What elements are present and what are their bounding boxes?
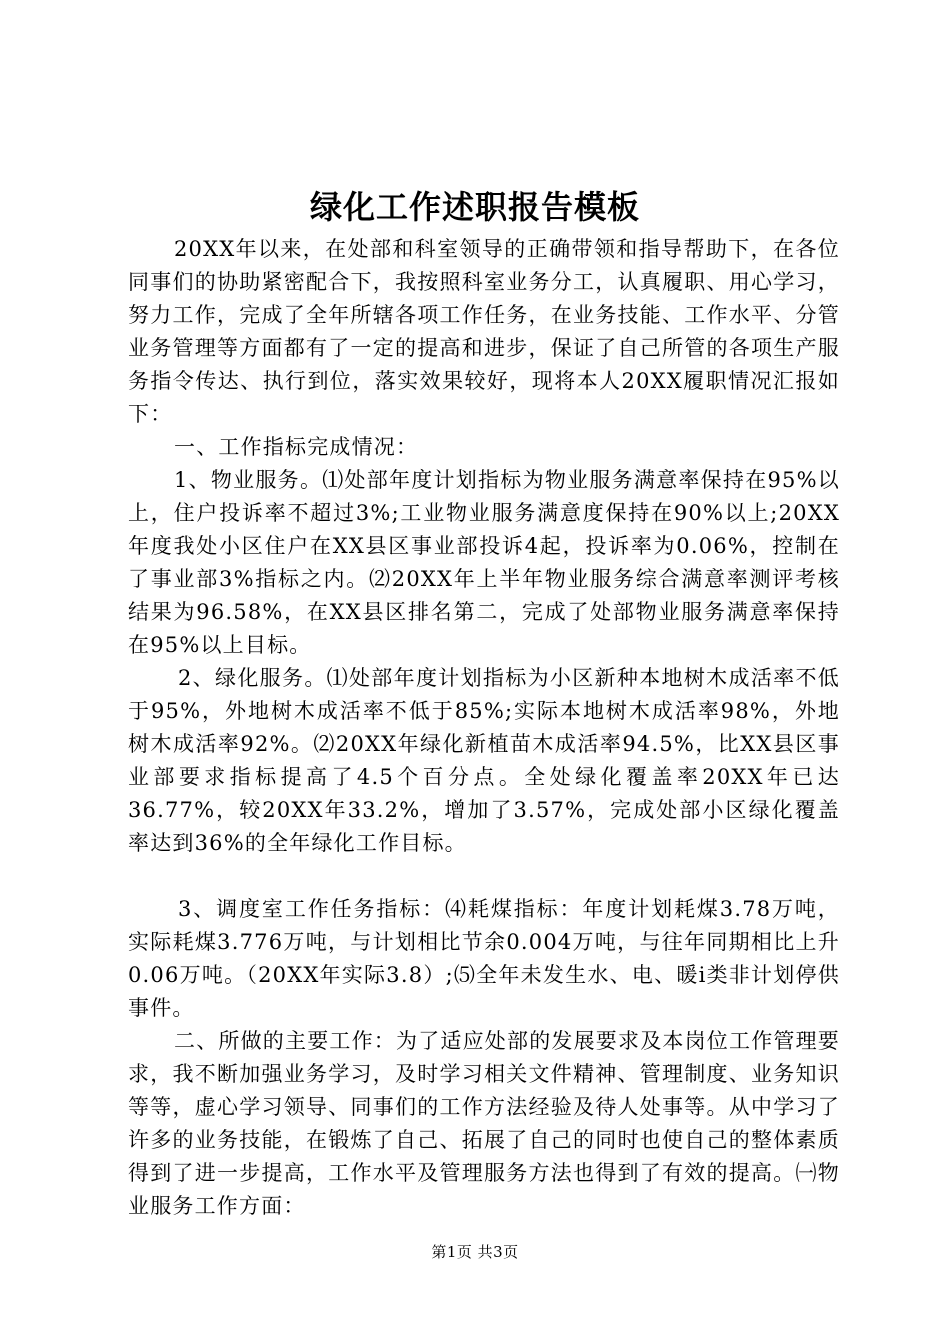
document-body <box>128 233 840 1223</box>
paragraph-greening-service: 2、绿化服务。⑴处部年度计划指标为小区新种本地树木成活率不低于95%，外地树木成活率不低于85%;实际本地树木成活率98%，外地树木成活率92%。⑵20XX年绿化新植苗木成活率94.5%，比XX县区事业部要求指标提高了4.5个百分点。全处绿化覆盖率20XX年已达36.77%，较20XX年33.2%，增加了3.57%，完成处部小区绿化覆盖率达到36%的全年绿化工作目标。 <box>128 666 840 855</box>
paragraph-property-service: 1、物业服务。⑴处部年度计划指标为物业服务满意率保持在95%以上，住户投诉率不超过3%;工业物业服务满意度保持在90%以上;20XX年度我处小区住户在XX县区事业部投诉4起，投诉率为0.06%，控制在了事业部3%指标之内。⑵20XX年上半年物业服务综合满意率测评考核结果为96.58%，在XX县区排名第二，完成了处部物业服务满意率保持在95%以上目标。 <box>128 468 840 657</box>
paragraph-dispatch-room: 3、调度室工作任务指标：⑷耗煤指标：年度计划耗煤3.78万吨，实际耗煤3.776万吨，与计划相比节余0.004万吨，与往年同期相比上升0.06万吨。（20XX年实际3.8）;⑸全年未发生水、电、暖i类非计划停供事件。 <box>128 897 840 1020</box>
section-heading-2: 二、所做的主要工作：为了适应处部的发展要求及本岗位工作管理要求，我不断加强业务学习，及时学习相关文件精神、管理制度、业务知识等等，虚心学习领导、同事们的工作方法经验及待人处事等。从中学习了许多的业务技能，在锻炼了自己、拓展了自己的同时也使自己的整体素质得到了进一步提高，工作水平及管理服务方法也得到了有效的提高。㈠物业服务工作方面： <box>128 1029 840 1218</box>
paragraph-spacer <box>128 860 840 893</box>
page-footer: 第1页 共3页 <box>431 1243 519 1261</box>
paragraph-intro: 20XX年以来，在处部和科室领导的正确带领和指导帮助下，在各位同事们的协助紧密配合下，我按照科室业务分工，认真履职、用心学习，努力工作，完成了全年所辖各项工作任务，在业务技能、工作水平、分管业务管理等方面都有了一定的提高和进步，保证了自己所管的各项生产服务指令传达、执行到位，落实效果较好，现将本人20XX履职情况汇报如下： <box>128 237 840 426</box>
section-heading-1: 一、工作指标完成情况： <box>174 435 419 459</box>
document-title: 绿化工作述职报告模板 <box>309 188 640 226</box>
